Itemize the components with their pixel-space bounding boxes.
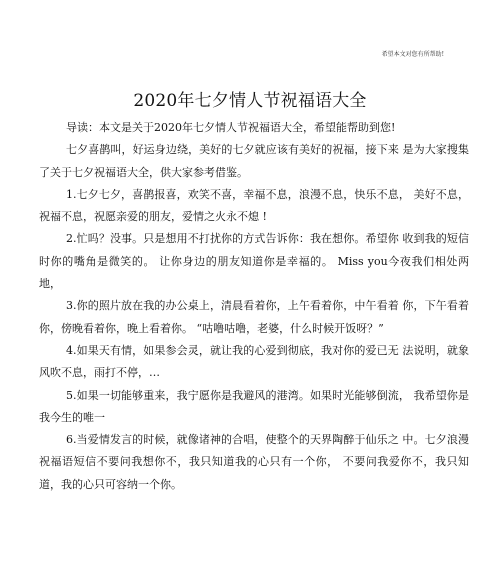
blessing-item-3: 3.你的照片放在我的办公桌上，清晨看着你，上午看着你，中午看着 你，下午看着你，傍晚看着你，晚上看着你。 “咕噜咕噜，老婆，什么时候开饭呀？” xyxy=(39,299,469,335)
blessing-item-6: 6.当爱情发言的时候，就像诸神的合唱，使整个的天界陶醉于仙乐之 中。七夕浪漫祝福语短信不要问我想你不，我只知道我的心只有一个你， 不要问我爱你不，我只知道，我的心只可容纳一个你。 xyxy=(39,433,469,491)
lead-paragraph: 七夕喜鹊叫，好运身边绕，美好的七夕就应该有美好的祝福，接下来 是为大家搜集了关于七夕祝福语大全，供大家参考借鉴。 xyxy=(39,143,469,179)
blessing-item-4: 4.如果天有情，如果参会灵，就让我的心爱到彻底，我对你的爱已无 法说明，就象风吹不息，雨打不停，… xyxy=(39,343,469,380)
document-title: 2020年七夕情人节祝福语大全 xyxy=(133,91,367,111)
blessing-item-5: 5.如果一切能够重来，我宁愿你是我避风的港湾。如果时光能够倒流， 我希望你是我今生的唯一 xyxy=(39,388,469,424)
blessing-item-1: 1.七夕七夕，喜鹊报喜，欢笑不喜，幸福不息，浪漫不息，快乐不息， 美好不息，祝福不息，祝愿亲爱的朋友，爱情之火永不熄 ! xyxy=(39,187,469,224)
header-note: 希望本文对您有所帮助! xyxy=(381,51,444,58)
intro-paragraph: 导读：本文是关于2020年七夕情人节祝福语大全，希望能帮助到您! xyxy=(66,121,396,134)
document-body xyxy=(39,117,469,496)
blessing-item-2: 2.忙吗？没事。只是想用不打扰你的方式告诉你：我在想你。希望你 收到我的短信时你的嘴角是微笑的。 让你身边的朋友知道你是幸福的。 Miss you今夜我们相处两地， xyxy=(39,232,469,291)
